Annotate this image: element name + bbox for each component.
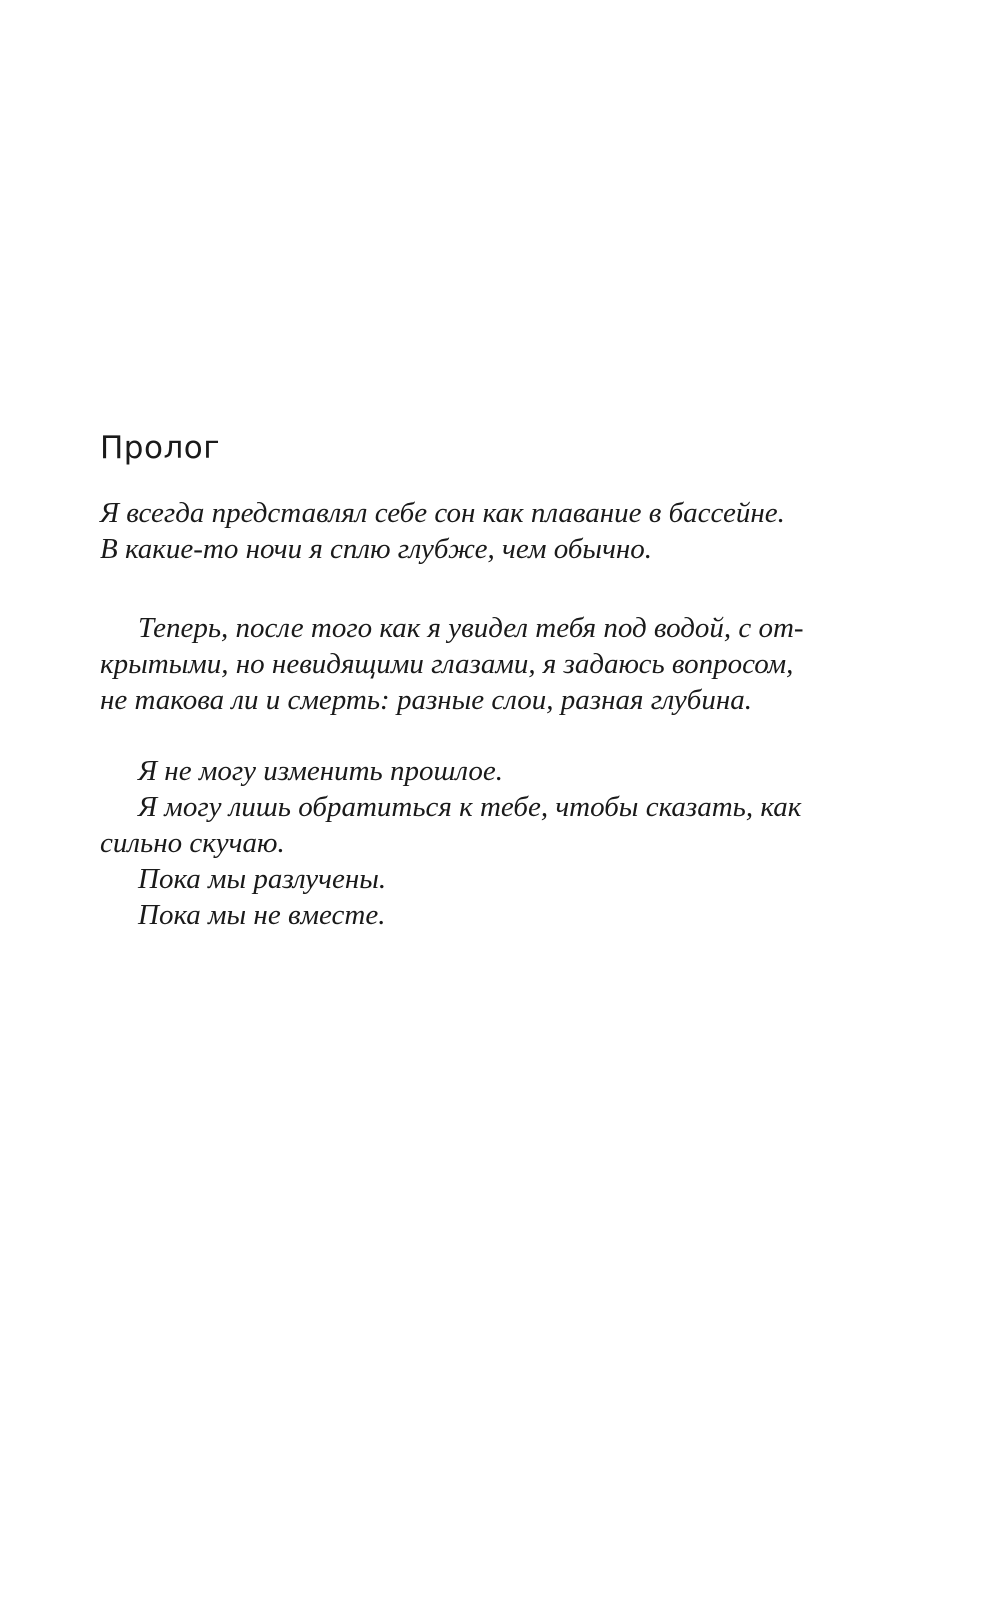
text-line: сильно скучаю. (100, 827, 285, 859)
text-line: В какие-то ночи я сплю глубже, чем обычно. (100, 533, 653, 565)
paragraph-underwater (100, 610, 840, 718)
text-line: Теперь, после того как я увидел тебя под водой, с от- (138, 612, 804, 644)
text-line: Пока мы не вместе. (138, 899, 386, 931)
text-line: Я не могу изменить прошлое. (138, 755, 504, 787)
paragraph-opening (100, 495, 840, 567)
chapter-title: Пролог (100, 430, 221, 466)
paragraph-closing (100, 753, 840, 933)
text-line: Я могу лишь обратиться к тебе, чтобы сказать, как (138, 791, 802, 823)
text-line: крытыми, но невидящими глазами, я задаюсь вопросом, (100, 648, 794, 680)
text-line: Пока мы разлучены. (138, 863, 387, 895)
text-line: Я всегда представлял себе сон как плавание в бассейне. (100, 497, 785, 529)
text-line: не такова ли и смерть: разные слои, разная глубина. (100, 684, 753, 716)
